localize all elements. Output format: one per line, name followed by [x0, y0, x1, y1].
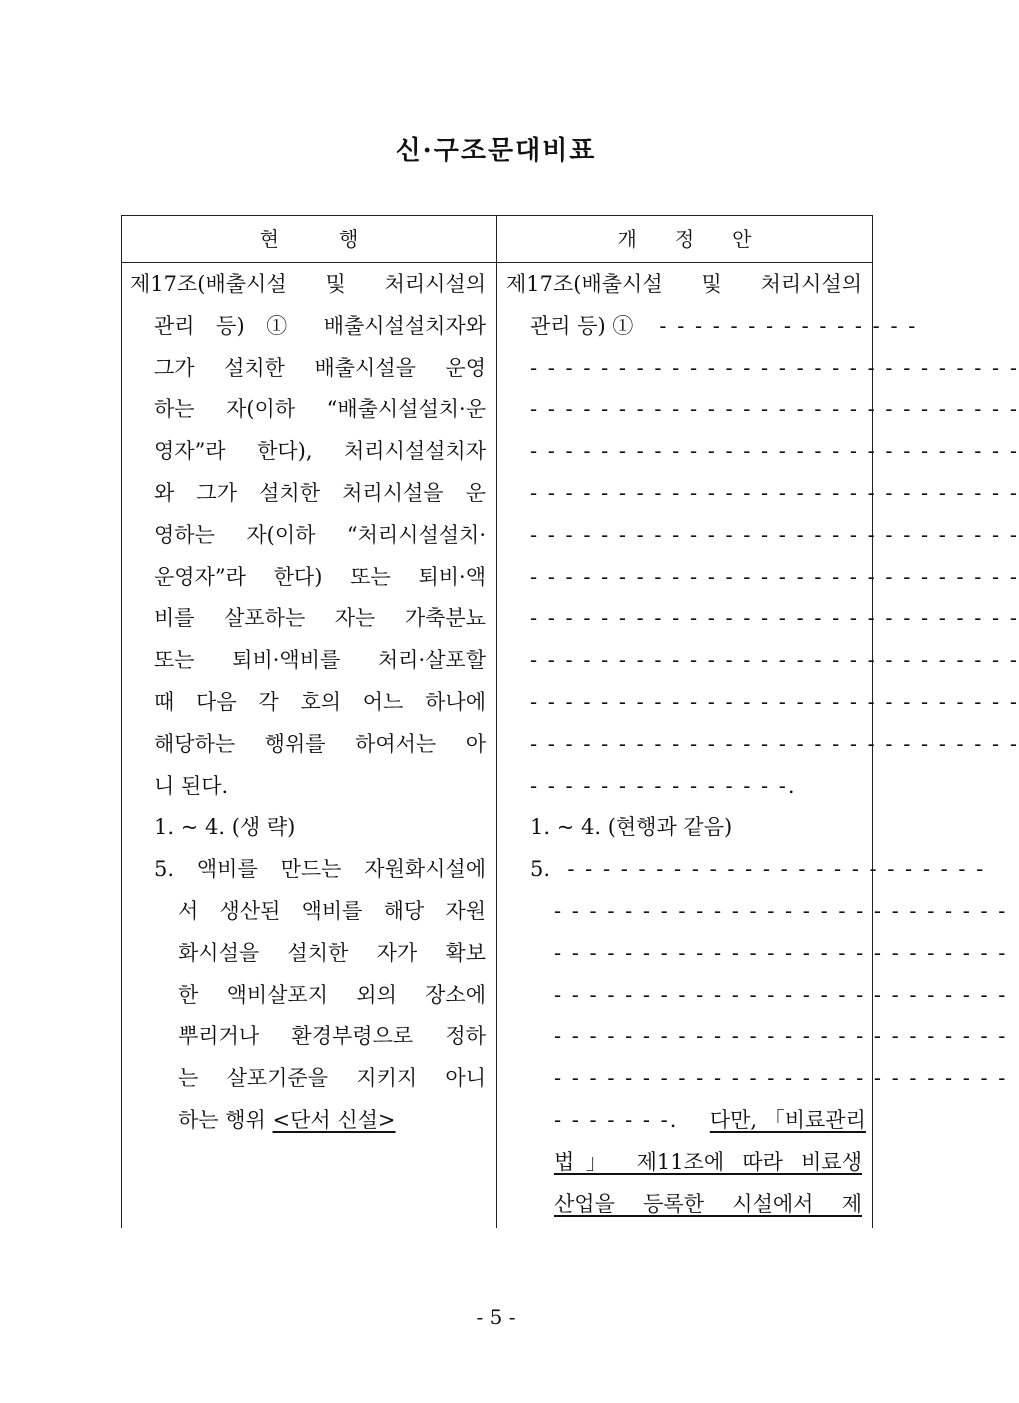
revised-column: [506, 264, 1019, 1225]
current-line: 한 액비살포지 외의 장소에: [178, 982, 486, 1007]
current-line: 때 다음 각 호의 어느 하나에: [154, 689, 486, 714]
new-proviso-text: 다만, 「비료관리: [709, 1107, 866, 1132]
revised-item-5-number: 5.: [530, 857, 551, 882]
unchanged-dash: - - - - - - - - - - - - - - - - - - - - - - - - - -: [554, 1024, 1008, 1049]
unchanged-dash: - - - - - - - - - - - - - - - - - - - - - - - - - - - -: [530, 606, 1019, 631]
unchanged-dash: - - - - - - - - - - - - - - - - - - - - - - - - - -: [554, 982, 1008, 1007]
new-proviso-text: 법」 제11조에 따라 비료생: [554, 1149, 862, 1174]
current-item-1-4: 1. ~ 4. (생 략): [154, 815, 296, 840]
current-line: 운영자”라 한다) 또는 퇴비·액: [154, 564, 486, 589]
unchanged-dash: - - - - - - - - - - - - - - - - - - - - - - - - - -: [554, 1066, 1008, 1091]
current-line: 그가 설치한 배출시설을 운영: [154, 355, 486, 380]
unchanged-dash: - - - - - - - - - - - - - - -: [530, 773, 788, 798]
unchanged-dash: - - - - - - - - - - - - - - - - - - - - - - - - - -: [554, 940, 1008, 965]
unchanged-dash: - - - - - - - - - - - - - - - - - - - - - - - - - - - -: [530, 397, 1019, 422]
new-proviso-text: 산업을 등록한 시설에서 제: [554, 1191, 862, 1216]
unchanged-dash: - - - - - - - - - - - - - - - - - - - - - - - - - - - -: [530, 731, 1019, 756]
revised-line-end: .: [669, 1107, 677, 1132]
unchanged-dash: - - - - - - - - - - - - - - - - - - - - - - - - - - - -: [530, 522, 1019, 547]
unchanged-dash: - - - - - - - - - - - - - - - - - - - - - - - - - - - -: [530, 648, 1019, 673]
revised-line-text: 관리 등) ①: [530, 313, 634, 338]
unchanged-dash: - - - - - - - - - - - - - - - - - - - - - - - - - - - -: [530, 439, 1019, 464]
revised-proviso-line: [506, 1184, 862, 1226]
current-line: 비를 살포하는 자는 가축분뇨: [154, 606, 486, 631]
current-line: 영하는 자(이하 “처리시설설치·: [154, 522, 486, 547]
current-line: 영자”라 한다), 처리시설설치자: [154, 439, 486, 464]
revised-proviso-line: [506, 1142, 862, 1184]
unchanged-dash: - - - - - - - - - - - - - - - - - - - - - - - - - -: [554, 898, 1008, 923]
unchanged-dash: - - - - - - - - - - - - - - - - - - - - - - - -: [550, 857, 986, 882]
revised-line-end: .: [787, 773, 795, 798]
column-divider: [496, 216, 497, 1228]
current-line: 관리 등) ① 배출시설설치자와: [154, 313, 486, 338]
current-line: 는 살포기준을 지키지 아니: [178, 1066, 486, 1091]
unchanged-dash: - - - - - - - - - - - - - - -: [633, 313, 918, 338]
revised-line: [506, 766, 862, 808]
revised-line: [506, 306, 918, 348]
current-line: [130, 1100, 486, 1142]
revised-line: 제17조(배출시설 및 처리시설의: [506, 272, 862, 296]
current-line: 서 생산된 액비를 해당 자원: [178, 898, 486, 923]
table-header-row: [122, 216, 872, 263]
current-line: 또는 퇴비·액비를 처리·살포할: [154, 648, 486, 673]
unchanged-dash: - - - - - - - - - - - - - - - - - - - - - - - - - - - -: [530, 480, 1019, 505]
new-proviso-marker: <단서 신설>: [272, 1107, 396, 1132]
page-title: 신·구조문대비표: [395, 136, 597, 166]
current-line: 해당하는 행위를 하여서는 아: [154, 731, 486, 756]
current-line: 니 된다.: [154, 773, 229, 798]
comparison-table: [121, 215, 1019, 1228]
page-number: - 5 -: [476, 1305, 516, 1329]
unchanged-dash: - - - - - - -: [554, 1107, 670, 1132]
revised-item-1-4: 1. ~ 4. (현행과 같음): [530, 815, 733, 840]
current-line: 뿌리거나 환경부령으로 정하: [178, 1024, 486, 1049]
revised-item-5: [506, 849, 986, 891]
current-line: 제17조(배출시설 및 처리시설의: [130, 272, 486, 296]
current-line-text: 하는 행위: [178, 1107, 273, 1132]
revised-proviso-line: [506, 1100, 866, 1142]
unchanged-dash: - - - - - - - - - - - - - - - - - - - - - - - - - - - -: [530, 564, 1019, 589]
current-line: 하는 자(이하 “배출시설설치·운: [154, 397, 486, 422]
unchanged-dash: - - - - - - - - - - - - - - - - - - - - - - - - - - - -: [530, 355, 1019, 380]
current-line: 와 그가 설치한 처리시설을 운: [154, 480, 486, 505]
header-current: 현행: [259, 227, 419, 251]
current-item-5: 5. 액비를 만드는 자원화시설에: [154, 857, 486, 882]
header-revised: 개정안: [617, 227, 790, 251]
unchanged-dash: - - - - - - - - - - - - - - - - - - - - - - - - - - - -: [530, 689, 1019, 714]
current-line: 화시설을 설치한 자가 확보: [178, 940, 486, 965]
current-column: [130, 264, 486, 1142]
